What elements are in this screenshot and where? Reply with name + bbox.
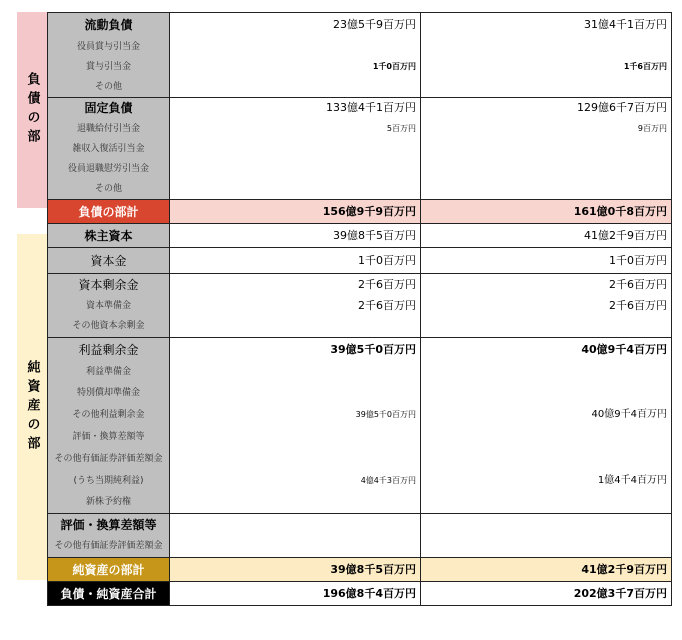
row-label: 純資産の部計 [48,558,170,582]
value-cell: 40億9千4百万円 [421,338,672,362]
value-cell: 39億5千0百万円 [170,338,421,362]
value-cell: 4億4千3百万円 [170,470,421,492]
value-cell [170,362,421,382]
value-cell: 23億5千9百万円 [170,13,421,37]
value-cell [421,139,672,159]
row-label: 利益準備金 [48,362,170,382]
liabilities-section-label: 負債の部 [17,12,47,208]
value-cell [170,37,421,57]
value-cell: 156億9千9百万円 [170,200,421,224]
total-liabilities-row [48,200,672,224]
table-row [48,492,672,514]
value-cell [421,37,672,57]
value-cell: 31億4千1百万円 [421,13,672,37]
row-label: その他 [48,179,170,200]
row-label: 評価・換算差額等 [48,426,170,448]
row-label: 賞与引当金 [48,57,170,77]
value-cell [170,536,421,558]
table-row [48,536,672,558]
value-cell [170,514,421,536]
row-label: (うち当期純利益) [48,470,170,492]
value-cell: 1千0百万円 [421,248,672,274]
row-label: 評価・換算差額等 [48,514,170,536]
table-row [48,404,672,426]
row-label: その他資本余剰金 [48,316,170,338]
value-cell: 1千0百万円 [170,248,421,274]
table-row [48,139,672,159]
grand-total-row [48,582,672,606]
value-cell: 202億3千7百万円 [421,582,672,606]
table-row [48,296,672,316]
value-cell [170,179,421,200]
row-label: 株主資本 [48,224,170,248]
value-cell: 196億8千4百万円 [170,582,421,606]
net-assets-section-label: 純資産の部 [17,234,47,580]
value-cell: 39億5千0百万円 [170,404,421,426]
row-label: 利益剰余金 [48,338,170,362]
table-row [48,13,672,37]
value-cell [170,139,421,159]
table-row [48,274,672,296]
table-row [48,37,672,57]
value-cell: 41億2千9百万円 [421,558,672,582]
value-cell [170,77,421,98]
table-row [48,338,672,362]
table-row [48,97,672,119]
value-cell: 161億0千8百万円 [421,200,672,224]
value-cell [421,316,672,338]
table-row [48,159,672,179]
value-cell [421,536,672,558]
table-row [48,426,672,448]
value-cell [421,362,672,382]
value-cell [170,448,421,470]
table-row [48,179,672,200]
value-cell [421,448,672,470]
table-row [48,248,672,274]
row-label: 特別償却準備金 [48,382,170,404]
value-cell [170,159,421,179]
value-cell: 2千6百万円 [421,296,672,316]
value-cell [170,316,421,338]
row-label: その他有価証券評価差額金 [48,536,170,558]
value-cell [421,179,672,200]
table-row [48,514,672,536]
table-row [48,119,672,139]
table-row [48,77,672,98]
balance-sheet-table [47,12,672,606]
row-label: 資本金 [48,248,170,274]
value-cell [170,492,421,514]
value-cell: 1億4千4百万円 [421,470,672,492]
value-cell: 2千6百万円 [170,274,421,296]
row-label: その他利益剰余金 [48,404,170,426]
row-label: 流動負債 [48,13,170,37]
table-row [48,224,672,248]
value-cell [421,514,672,536]
value-cell: 129億6千7百万円 [421,97,672,119]
total-net-assets-row [48,558,672,582]
row-label: 雑収入復活引当金 [48,139,170,159]
row-label: 役員賞与引当金 [48,37,170,57]
value-cell [170,382,421,404]
table-row [48,382,672,404]
value-cell [170,426,421,448]
row-label: その他有価証券評価差額金 [48,448,170,470]
row-label: 退職給付引当金 [48,119,170,139]
row-label: 負債の部計 [48,200,170,224]
value-cell: 9百万円 [421,119,672,139]
row-label: 負債・純資産合計 [48,582,170,606]
value-cell [421,492,672,514]
value-cell [421,382,672,404]
value-cell: 39億8千5百万円 [170,558,421,582]
value-cell: 133億4千1百万円 [170,97,421,119]
value-cell: 2千6百万円 [170,296,421,316]
row-label: 新株予約権 [48,492,170,514]
row-label: その他 [48,77,170,98]
table-row [48,470,672,492]
table-row [48,316,672,338]
value-cell: 5百万円 [170,119,421,139]
table-row [48,57,672,77]
value-cell [421,159,672,179]
value-cell [421,426,672,448]
value-cell: 2千6百万円 [421,274,672,296]
row-label: 役員退職慰労引当金 [48,159,170,179]
value-cell: 41億2千9百万円 [421,224,672,248]
value-cell: 39億8千5百万円 [170,224,421,248]
value-cell: 1千0百万円 [170,57,421,77]
value-cell: 40億9千4百万円 [421,404,672,426]
row-label: 資本準備金 [48,296,170,316]
table-row [48,448,672,470]
table-row [48,362,672,382]
row-label: 資本剰余金 [48,274,170,296]
value-cell [421,77,672,98]
row-label: 固定負債 [48,97,170,119]
value-cell: 1千6百万円 [421,57,672,77]
